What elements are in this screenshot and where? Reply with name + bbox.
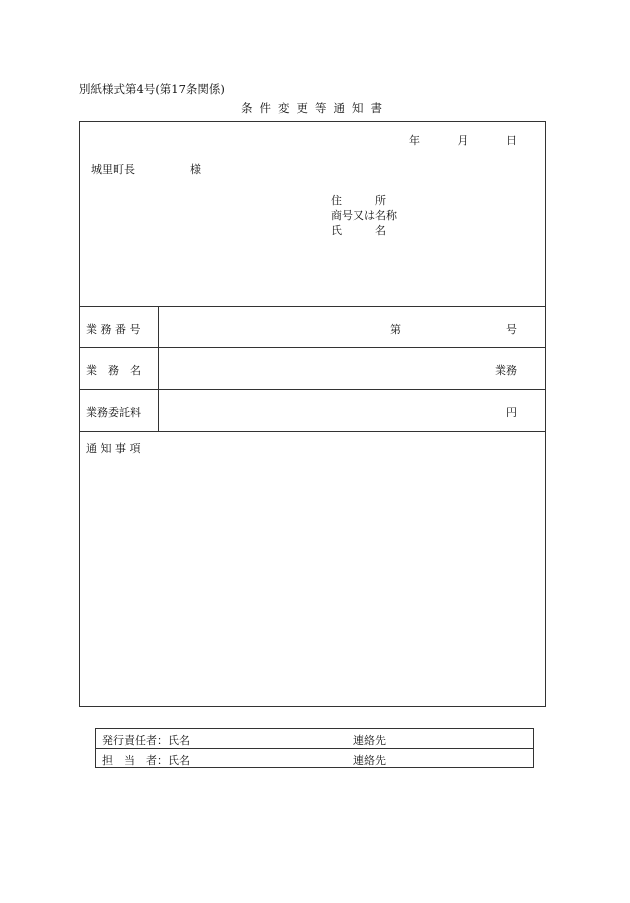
document-title: 条件変更等通知書	[241, 101, 389, 115]
sender-address-label: 住 所	[331, 194, 386, 207]
contract-fee-suffix: 円	[506, 406, 517, 419]
staff-contact-label: 連絡先	[353, 754, 386, 767]
addressee-honorific: 様	[190, 163, 201, 176]
business-name-label: 業 務 名	[86, 364, 141, 377]
label-column-divider	[158, 306, 159, 431]
business-number-label: 業 務 番 号	[86, 323, 141, 336]
notification-label: 通 知 事 項	[86, 442, 141, 455]
issuer-row	[96, 729, 533, 749]
date-year: 年	[409, 134, 420, 147]
divider	[80, 347, 545, 348]
date-line	[409, 132, 517, 148]
divider	[80, 389, 545, 390]
date-day: 日	[506, 134, 517, 147]
contract-fee-label: 業務委託料	[86, 406, 141, 419]
business-name-suffix: 業務	[495, 364, 517, 377]
divider	[80, 306, 545, 307]
sender-company-label: 商号又は名称	[331, 209, 397, 222]
issuer-contact-label: 連絡先	[353, 734, 386, 747]
date-month: 月	[457, 134, 469, 147]
form-reference: 別紙様式第4号(第17条関係)	[79, 82, 225, 96]
business-number-prefix: 第	[390, 323, 401, 336]
business-number-suffix: 号	[506, 323, 517, 336]
staff-label: 担 当 者：氏名	[102, 754, 190, 767]
issuer-label: 発行責任者：氏名	[102, 734, 190, 747]
divider	[80, 431, 545, 432]
sender-name-label: 氏 名	[331, 224, 386, 237]
contact-table	[95, 728, 534, 768]
staff-row	[96, 749, 533, 768]
addressee-name: 城里町長	[91, 163, 135, 176]
form-frame	[79, 121, 546, 707]
